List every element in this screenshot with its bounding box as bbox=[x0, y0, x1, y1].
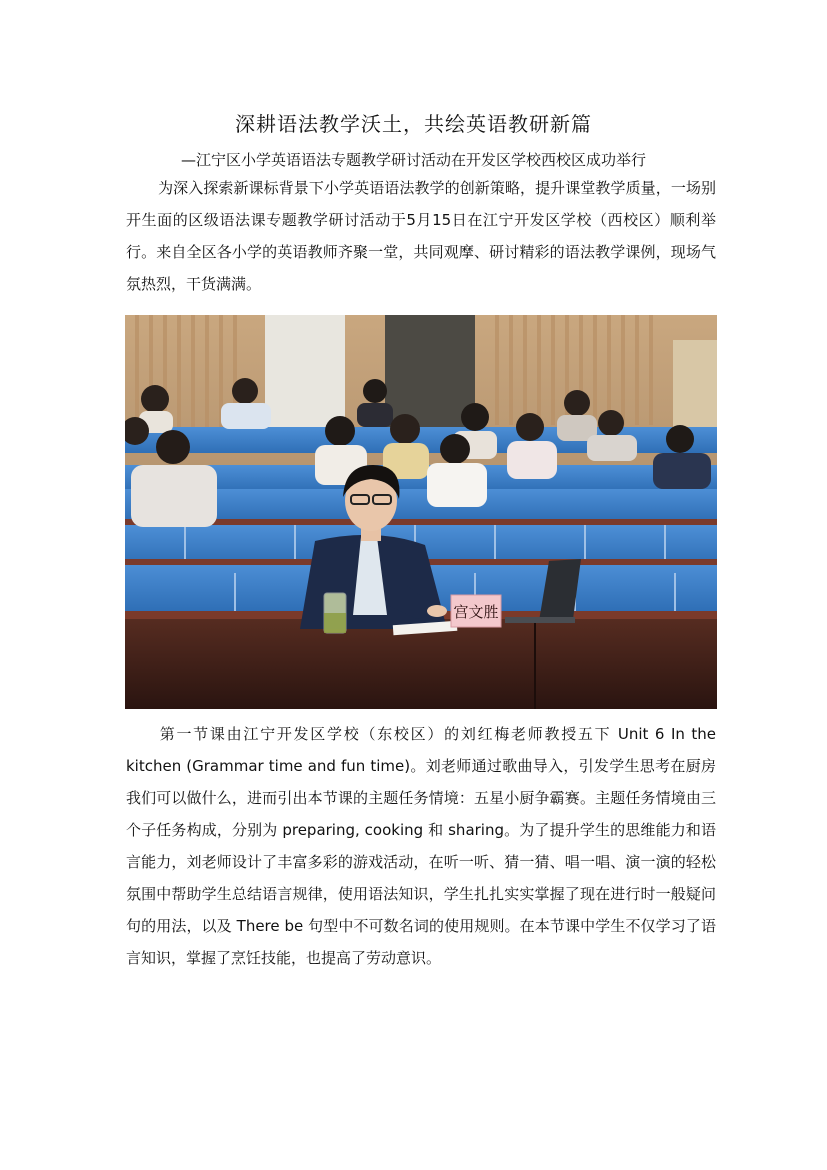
article-subtitle: —江宁区小学英语语法专题教学研讨活动在开发区学校西校区成功举行 bbox=[180, 151, 646, 169]
paragraph-lesson bbox=[126, 718, 716, 974]
nameplate-text: 宫文胜 bbox=[453, 603, 499, 621]
event-photo bbox=[125, 315, 717, 709]
paragraph-intro bbox=[126, 172, 716, 300]
paragraph-lesson-text: 第一节课由江宁开发区学校（东校区）的刘红梅老师教授五下 Unit 6 In the kitchen (Grammar time and fun time)。刘老师通过歌曲导入，引发学生思考在厨房我们可以做什么，进而引出本节课的主题任务情境：五星小厨争霸赛。主题任务情境由三个子任务构成，分别为 preparing, cooking 和 sharing。为了提升学生的思维能力和语言能力，刘老师设计了丰富多彩的游戏活动，在听一听、猜一猜、唱一唱、演一演的轻松氛围中帮助学生总结语言规律，使用语法知识，学生扎扎实实掌握了现在进行时一般疑问句的用法，以及 There be 句型中不可数名词的使用规则。在本节课中学生不仅学习了语言知识，掌握了烹饪技能，也提高了劳动意识。 bbox=[126, 725, 716, 967]
paragraph-intro-text: 为深入探索新课标背景下小学英语语法教学的创新策略，提升课堂教学质量，一场别开生面的区级语法课专题教学研讨活动于5月15日在江宁开发区学校（西校区）顺利举行。来自全区各小学的英语教师齐聚一堂，共同观摩、研讨精彩的语法教学课例，现场气氛热烈，干货满满。 bbox=[126, 179, 716, 293]
article-title: 深耕语法教学沃土，共绘英语教研新篇 bbox=[235, 112, 592, 136]
